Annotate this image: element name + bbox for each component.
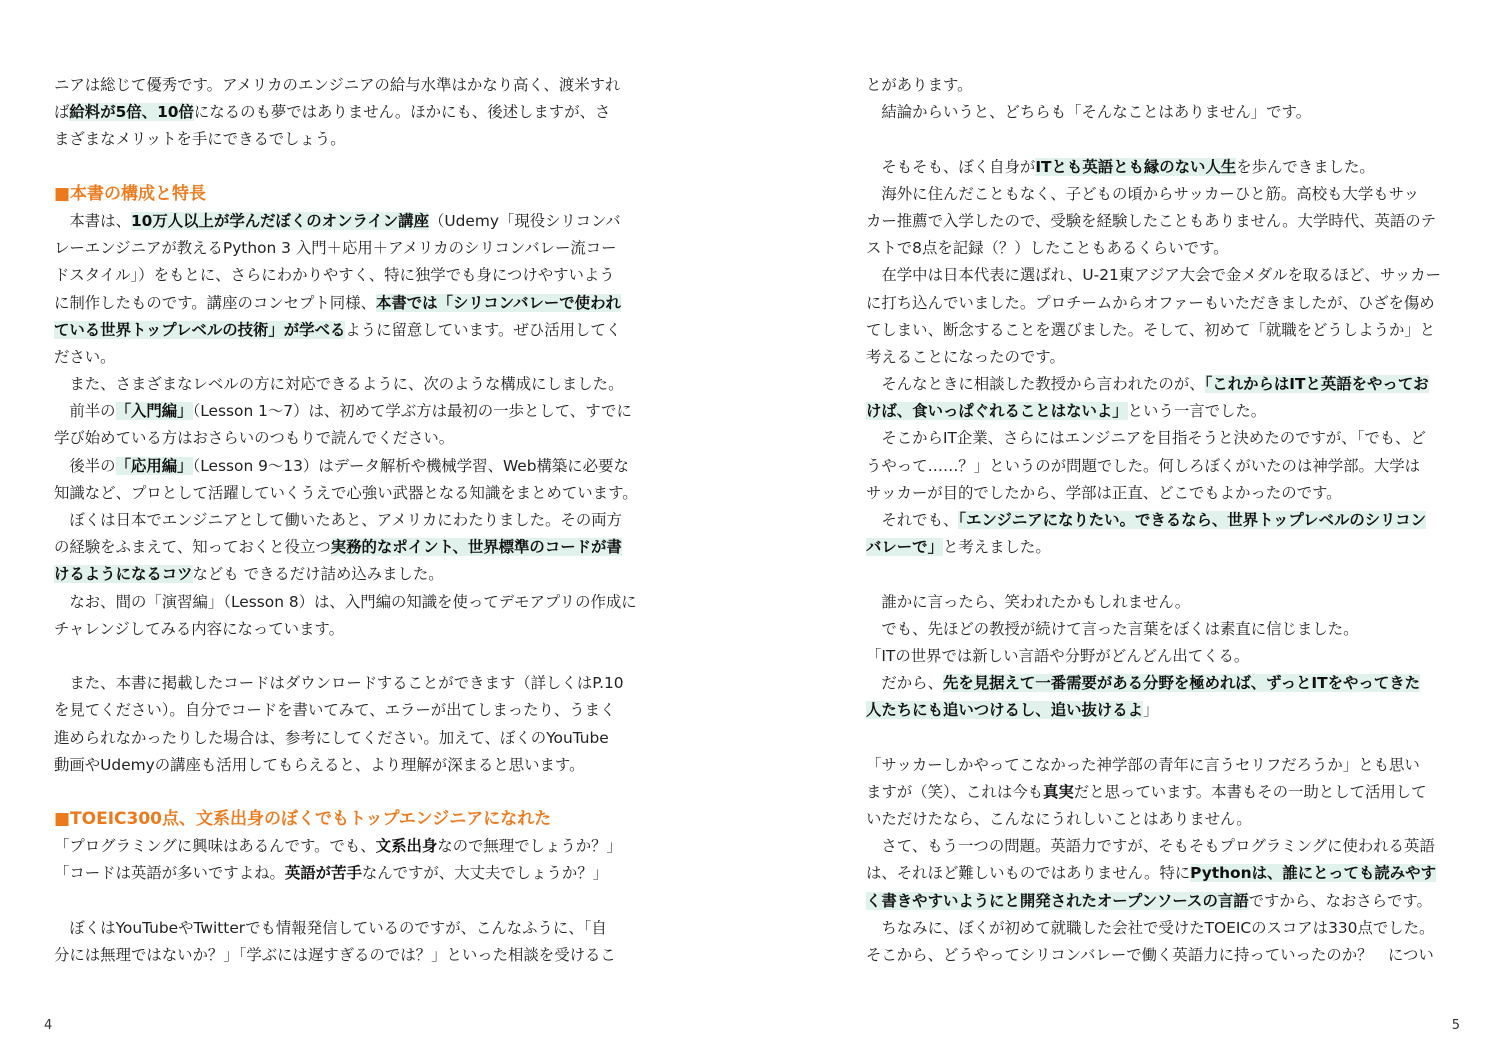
body-text: チャレンジしてみる内容になっています。 — [54, 619, 344, 638]
body-text: （Udemy「現役シリコンバ — [428, 211, 621, 230]
section-heading — [54, 181, 642, 208]
text-line — [866, 507, 1454, 534]
text-line — [866, 398, 1454, 425]
text-line — [54, 72, 642, 99]
text-line — [866, 752, 1454, 779]
text-line — [54, 561, 642, 588]
highlighted-text: 「これからはITと英語をやってお — [1204, 375, 1429, 394]
blank-line — [54, 888, 642, 915]
text-line — [54, 670, 642, 697]
text-line — [866, 860, 1454, 887]
body-text: ぼくは日本でエンジニアとして働いたあと、アメリカにわたりました。その両方 — [54, 511, 622, 529]
body-text: それでも、 — [866, 511, 959, 529]
body-text: 分には無理ではないか？」「学ぶには遅すぎるのでは？」といった相談を受けるこ — [54, 946, 616, 964]
body-text: カー推薦で入学したので、受験を経験したこともありません。大学時代、英語のテ — [866, 211, 1437, 230]
body-text: でも、先ほどの教授が続けて言った言葉をぼくは素直に信じました。 — [866, 619, 1359, 638]
text-line — [54, 235, 642, 262]
heading-text: ■本書の構成と特長 — [54, 183, 207, 204]
body-text: また、本書に掲載したコードはダウンロードすることができます（詳しくはP.10 — [54, 674, 624, 693]
section-heading — [54, 806, 642, 833]
highlighted-text: Pythonは、誰にとっても読みやす — [1190, 864, 1436, 883]
highlighted-text: 給料が5倍、10倍 — [69, 103, 194, 122]
text-line — [54, 534, 642, 561]
text-line — [866, 806, 1454, 833]
body-text: 本書は、 — [54, 211, 131, 230]
text-line — [54, 833, 642, 860]
body-text: 「ITの世界では新しい言語や分野がどんどん出てくる。 — [866, 646, 1250, 665]
highlighted-text: 「応用編」 — [115, 456, 193, 475]
body-text: レーエンジニアが教えるPython 3 入門＋応用＋アメリカのシリコンバレー流コー — [54, 239, 617, 258]
body-text: とがあります。 — [866, 76, 973, 94]
highlighted-text: 人たちにも追いつけるし、追い抜けるよ — [866, 701, 1144, 720]
body-text: てしまい、断念することを選びました。そして、初めて「就職をどうしようか」と — [866, 320, 1436, 339]
body-text: ニアは総じて優秀です。アメリカのエンジニアの給与水準はかなり高く、渡米すれ — [54, 76, 621, 94]
body-text: ちなみに、ぼくが初めて就職した会社で受けたTOEICのスコアは330点でした。 — [866, 918, 1435, 937]
text-line — [866, 181, 1454, 208]
highlighted-text: けるようになるコツ — [54, 565, 193, 584]
body-text: いただけたなら、こんなにうれしいことはありません。 — [866, 810, 1252, 829]
highlighted-text: 10万人以上が学んだぼくのオンライン講座 — [130, 211, 429, 230]
body-text: ドスタイル」）をもとに、さらにわかりやすく、特に独学でも身につけやすいよう — [54, 266, 615, 285]
text-line — [54, 290, 642, 317]
highlighted-text: バレーで」 — [866, 538, 943, 557]
text-line — [866, 670, 1454, 697]
text-line — [866, 425, 1454, 452]
text-line — [54, 344, 642, 371]
body-text: に打ち込んでいました。プロチームからオファーもいただきましたが、ひざを傷め — [866, 293, 1435, 312]
body-text: 」 — [1143, 701, 1159, 720]
text-line — [866, 480, 1454, 507]
highlighted-text: 実務的なポイント、世界標準のコードが書 — [330, 538, 622, 557]
text-line — [866, 317, 1454, 344]
body-text: また、さまざまなレベルの方に対応できるように、次のような構成にしました。 — [54, 375, 624, 394]
body-text: なお、間の「演習編」（Lesson 8）は、入門編の知識を使ってデモアプリの作成に — [54, 592, 637, 611]
text-line — [866, 942, 1454, 969]
body-text: まざまなメリットを手にできるでしょう。 — [54, 130, 346, 149]
text-line — [866, 371, 1454, 398]
body-text: ストで8点を記録（？）したこともあるくらいです。 — [866, 239, 1229, 258]
bold-text: 真実 — [1043, 782, 1074, 801]
body-text: の経験をふまえて、知っておくと役立つ — [54, 538, 331, 557]
body-text: 「プログラミングに興味はあるんです。でも、 — [54, 837, 376, 856]
body-text: ば — [54, 103, 70, 122]
text-line — [866, 888, 1454, 915]
text-line — [866, 344, 1454, 371]
text-line — [54, 480, 642, 507]
body-text: 「サッカーしかやってこなかった神学部の青年に言うセリフだろうか」とも思い — [866, 755, 1420, 774]
blank-line — [866, 126, 1454, 153]
body-text: 結論からいうと、どちらも「そんなことはありません」です。 — [866, 103, 1312, 122]
text-line — [54, 752, 642, 779]
body-text: そこから、どうやってシリコンバレーで働く英語力に持っていったのか？ につい — [866, 946, 1434, 964]
body-text: うやって……？」というのが問題でした。何しろぼくがいたのは神学部。大学は — [866, 456, 1421, 475]
text-line — [866, 208, 1454, 235]
body-text: ように留意しています。ぜひ活用してく — [345, 320, 622, 339]
body-text: （Lesson 1〜7）は、初めて学ぶ方は最初の一歩として、すでに — [192, 402, 632, 421]
body-text: ですから、なおさらです。 — [1248, 891, 1432, 910]
body-text: 「コードは英語が多いですよね。 — [54, 864, 285, 883]
body-text: なので無理でしょうか？」 — [437, 837, 622, 856]
text-line — [866, 616, 1454, 643]
text-line — [866, 453, 1454, 480]
text-line — [54, 507, 642, 534]
body-text: 進められなかったりした場合は、参考にしてください。加えて、ぼくのYouTube — [54, 728, 609, 747]
body-text: だから、 — [866, 674, 943, 693]
body-text: 前半の — [54, 402, 116, 421]
text-line — [54, 453, 642, 480]
text-line — [54, 398, 642, 425]
highlighted-text: 「エンジニアになりたい。できるなら、世界トップレベルのシリコン — [958, 511, 1426, 529]
bold-text: 文系出身 — [375, 837, 438, 856]
body-text: になるのも夢ではありません。ほかにも、後述しますが、さ — [193, 103, 611, 122]
body-text: ぼくはYouTubeやTwitterでも情報発信しているのですが、こんなふうに、「自 — [54, 918, 607, 937]
blank-line — [54, 643, 642, 670]
text-line — [866, 99, 1454, 126]
body-text: 学び始めている方はおさらいのつもりで読んでください。 — [54, 429, 455, 448]
highlighted-text: けば、食いっぱぐれることはないよ」 — [866, 402, 1128, 421]
text-line — [54, 616, 642, 643]
text-line — [866, 779, 1454, 806]
text-line — [866, 643, 1454, 670]
body-text: を歩んできました。 — [1236, 157, 1375, 176]
highlighted-text: く書きやすいようにと開発されたオープンソースの言語 — [866, 891, 1249, 910]
body-text: そんなときに相談した教授から言われたのが、 — [866, 375, 1205, 394]
text-line — [866, 915, 1454, 942]
blank-line — [54, 154, 642, 181]
right-page — [866, 72, 1454, 969]
text-line — [866, 72, 1454, 99]
body-text: 誰かに言ったら、笑われたかもしれません。 — [866, 592, 1191, 611]
body-text: なんですが、大丈夫でしょうか？」 — [361, 864, 609, 883]
text-line — [54, 371, 642, 398]
text-line — [54, 99, 642, 126]
text-line — [54, 589, 642, 616]
body-text: ださい。 — [54, 347, 116, 366]
heading-text: ■TOEIC300点、文系出身のぼくでもトップエンジニアになれた — [54, 809, 552, 830]
text-line — [54, 208, 642, 235]
text-line — [54, 317, 642, 344]
text-line — [54, 697, 642, 724]
left-page — [54, 72, 642, 969]
text-line — [54, 915, 642, 942]
text-line — [54, 262, 642, 289]
body-text: という一言でした。 — [1127, 402, 1267, 421]
highlighted-text: ITとも英語とも縁のない人生 — [1035, 157, 1237, 176]
text-line — [54, 942, 642, 969]
body-text: と考えました。 — [942, 538, 1051, 557]
highlighted-text: ている世界トップレベルの技術」が学べる — [54, 320, 346, 339]
text-line — [54, 425, 642, 452]
page-number-left: 4 — [44, 1018, 53, 1033]
body-text: は、それほど難しいものではありません。特に — [866, 864, 1191, 883]
body-text: （Lesson 9〜13）はデータ解析や機械学習、Web構築に必要な — [192, 456, 629, 475]
body-text: そもそも、ぼく自身が — [866, 157, 1036, 176]
text-line — [866, 262, 1454, 289]
highlighted-text: 本書では「シリコンバレーで使われ — [375, 293, 621, 312]
page-number-right: 5 — [1451, 1018, 1460, 1033]
text-line — [866, 154, 1454, 181]
text-line — [54, 126, 642, 153]
highlighted-text: 先を見据えて一番需要がある分野を極めれば、ずっとITをやってきた — [942, 674, 1420, 693]
text-line — [54, 860, 642, 887]
body-text: なども できるだけ詰め込みました。 — [192, 565, 444, 584]
body-text: サッカーが目的でしたから、学部は正直、どこでもよかったのです。 — [866, 483, 1342, 502]
body-text: に制作したものです。講座のコンセプト同様、 — [54, 293, 376, 312]
body-text: 後半の — [54, 456, 116, 475]
body-text: 考えることになったのです。 — [866, 347, 1065, 366]
text-line — [866, 589, 1454, 616]
body-text: さて、もう一つの問題。英語力ですが、そもそもプログラミングに使われる英語 — [866, 837, 1435, 856]
blank-line — [54, 779, 642, 806]
text-line — [866, 235, 1454, 262]
text-line — [866, 833, 1454, 860]
text-line — [866, 290, 1454, 317]
body-text: 海外に住んだこともなく、子どもの頃からサッカーひと筋。高校も大学もサッ — [866, 184, 1420, 203]
bold-text: 英語が苦手 — [284, 864, 362, 883]
body-text: だと思っています。本書もその一助として活用して — [1073, 782, 1427, 801]
body-text: 知識など、プロとして活躍していくうえで心強い武器となる知識をまとめています。 — [54, 483, 638, 502]
body-text: を見てください）。自分でコードを書いてみて、エラーが出てしまったり、うまく — [54, 701, 616, 720]
body-text: そこからIT企業、さらにはエンジニアを目指そうと決めたのですが、「でも、ど — [866, 429, 1426, 448]
body-text: 在学中は日本代表に選ばれ、U-21東アジア大会で金メダルを取るほど、サッカー — [866, 266, 1442, 285]
blank-line — [866, 561, 1454, 588]
text-line — [54, 725, 642, 752]
body-text: 動画やUdemyの講座も活用してもらえると、より理解が深まると思います。 — [54, 755, 585, 774]
blank-line — [866, 725, 1454, 752]
highlighted-text: 「入門編」 — [115, 402, 193, 421]
body-text: ますが（笑）、これは今も — [866, 782, 1043, 801]
text-line — [866, 697, 1454, 724]
text-line — [866, 534, 1454, 561]
